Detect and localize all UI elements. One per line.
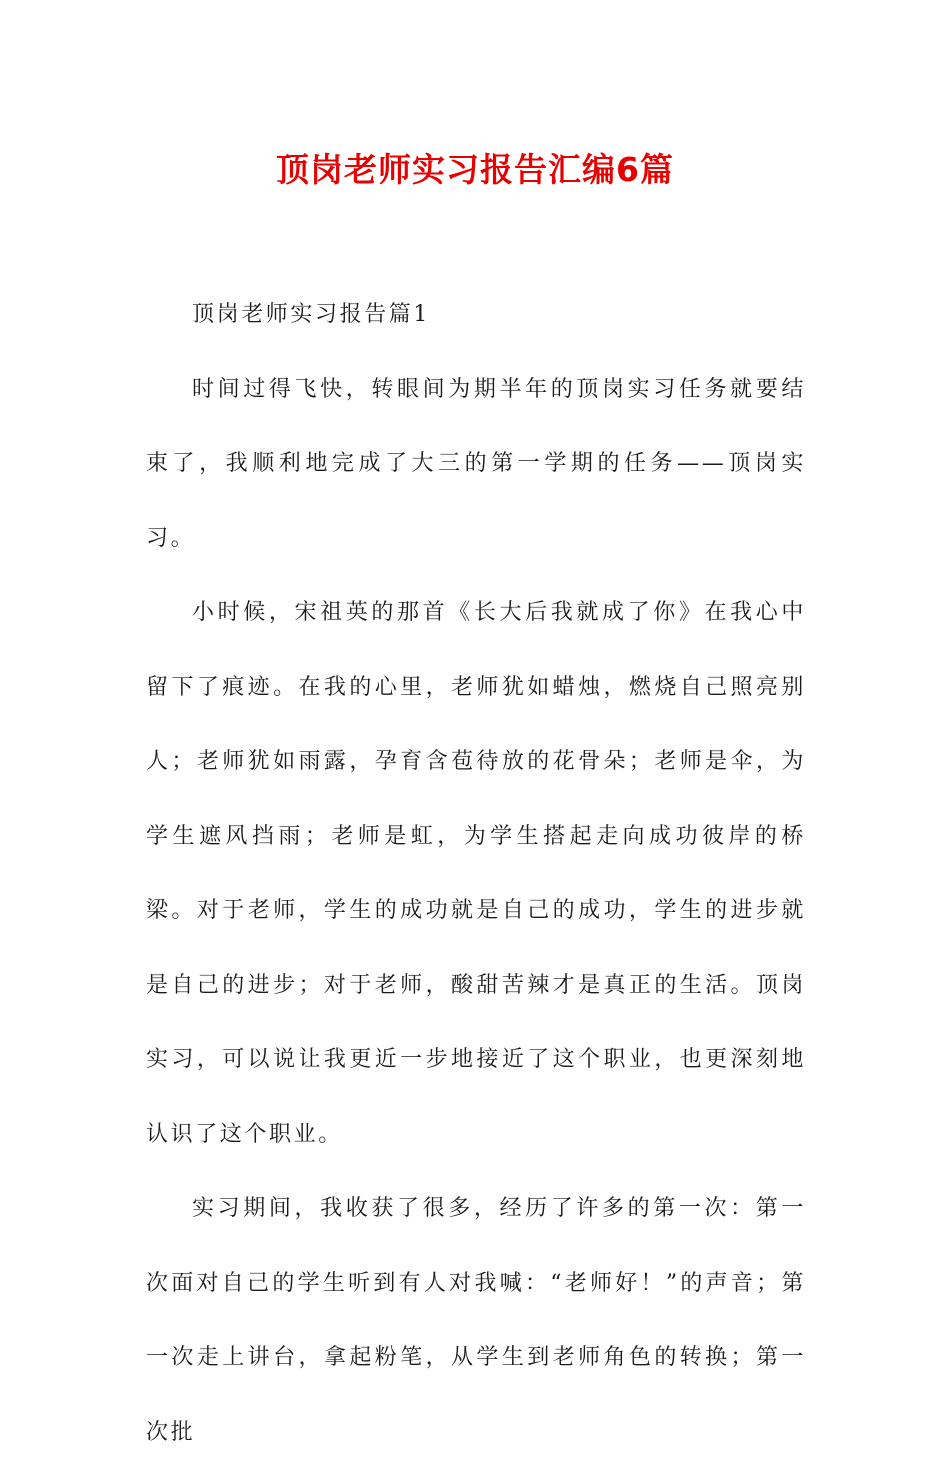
section-heading: 顶岗老师实习报告篇1 (192, 302, 430, 327)
document-body (146, 278, 806, 1470)
paragraph-3: 实习期间，我收获了很多，经历了许多的第一次：第一次面对自己的学生听到有人对我喊：“老师好！”的声音；第一次走上讲台，拿起粉笔，从学生到老师角色的转换；第一次批 (146, 1196, 806, 1445)
document-title: 顶岗老师实习报告汇编6篇 (276, 150, 674, 189)
paragraph-1: 时间过得飞快，转眼间为期半年的顶岗实习任务就要结束了，我顺利地完成了大三的第一学期的任务——顶岗实习。 (146, 376, 806, 551)
paragraph-2: 小时候，宋祖英的那首《长大后我就成了你》在我心中留下了痕迹。在我的心里，老师犹如蜡烛，燃烧自己照亮别人；老师犹如雨露，孕育含苞待放的花骨朵；老师是伞，为学生遮风挡雨；老师是虹，为学生搭起走向成功彼岸的桥梁。对于老师，学生的成功就是自己的成功，学生的进步就是自己的进步；对于老师，酸甜苦辣才是真正的生活。顶岗实习，可以说让我更近一步地接近了这个职业，也更深刻地认识了这个职业。 (146, 600, 806, 1147)
